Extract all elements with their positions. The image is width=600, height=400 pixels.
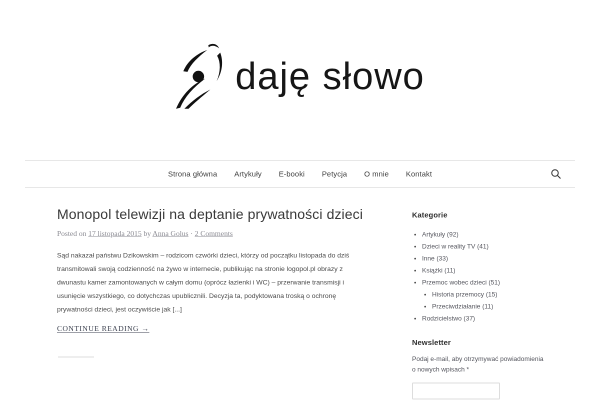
category-item-artykuly-92[interactable]: • Artykuły (92): [422, 229, 548, 241]
site-title: daję słowo: [235, 55, 425, 98]
category-item-przemoc-wobec-dzieci-51[interactable]: • Przemoc wobec dzieci (51): [422, 277, 548, 289]
post-meta: [57, 230, 364, 239]
post-divider: [58, 357, 94, 358]
category-item-dzieci-w-reality-tv-41[interactable]: • Dzieci w reality TV (41): [422, 241, 548, 253]
site-header: [0, 0, 600, 114]
newsletter-heading: Newsletter: [412, 338, 451, 347]
category-item-rodzicielstwo-37[interactable]: • Rodzicielstwo (37): [422, 313, 548, 325]
post-article: [57, 205, 364, 400]
category-item-przeciwdzialanie-11[interactable]: • Przeciwdziałanie (11): [432, 301, 548, 313]
categories-widget: [412, 211, 548, 325]
newsletter-email-input[interactable]: [412, 383, 500, 400]
post-comments-link[interactable]: 2 Comments: [194, 230, 233, 238]
continue-reading-link[interactable]: CONTINUE READING →: [57, 325, 150, 333]
categories-heading: Kategorie: [412, 211, 448, 220]
pen-nib-icon: [175, 41, 227, 112]
nav-item-petycja[interactable]: Petycja: [321, 169, 348, 179]
category-item-ksiazki-11[interactable]: • Książki (11): [422, 265, 548, 277]
meta-separator: ·: [190, 230, 193, 238]
meta-by: by: [143, 230, 151, 238]
post-author-link[interactable]: Anna Golus: [152, 230, 189, 238]
sidebar: [412, 205, 548, 400]
nav-item-strona-glowna[interactable]: Strona główna: [167, 169, 218, 179]
site-logo[interactable]: [0, 39, 600, 114]
search-icon: [550, 168, 562, 180]
category-item-historia-przemocy-15[interactable]: • Historia przemocy (15): [432, 289, 548, 301]
newsletter-description: Podaj e-mail, aby otrzymywać powiadomienia o nowych wpisach *: [412, 355, 544, 373]
post-excerpt: Sąd nakazał państwu Dzikowskim – rodzicom czwórki dzieci, którzy od początku listopada do dziś transmitowali swoją codzienność na żywo w internecie, publikując na stronie logopol.pl obrazy z dwunastu kamer zamontowanych w całym domu (oprócz łazienki i WC) – przerwanie transmisji i usunięcie wszystkiego, co dotychczas upublicznili. Decyzja ta, podyktowana troską o ochronę prywatności dzieci, jest oczywiście jak [...]: [57, 251, 350, 313]
main-nav: [25, 160, 575, 188]
search-button[interactable]: [550, 168, 562, 180]
nav-item-e-booki[interactable]: E-booki: [278, 169, 305, 179]
nav-item-artykuly[interactable]: Artykuły: [234, 169, 262, 179]
categories-list: [412, 229, 548, 325]
nav-item-o-mnie[interactable]: O mnie: [364, 169, 389, 179]
nav-item-kontakt[interactable]: Kontakt: [405, 169, 433, 179]
content-area: [0, 188, 600, 400]
nav-menu: [168, 170, 432, 179]
newsletter-widget: [412, 339, 548, 400]
category-item-inne-33[interactable]: • Inne (33): [422, 253, 548, 265]
post-date-link[interactable]: 17 listopada 2015: [88, 230, 142, 238]
meta-posted-on: Posted on: [57, 230, 87, 238]
post-title[interactable]: Monopol telewizji na deptanie prywatności dzieci: [57, 206, 363, 222]
